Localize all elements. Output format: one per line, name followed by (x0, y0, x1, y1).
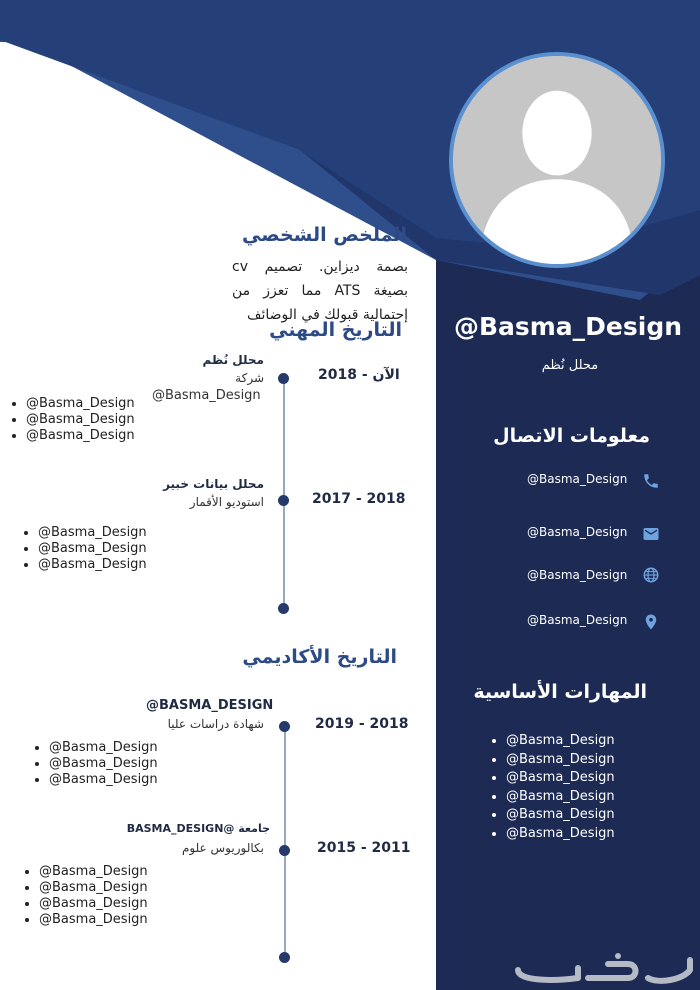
skill-item: • @Basma_Design (506, 788, 615, 807)
list-item: • @Basma_Design (39, 864, 148, 880)
person-silhouette-icon (453, 56, 661, 264)
contact-location[interactable]: @Basma_Design (527, 613, 628, 627)
list-item: • @Basma_Design (49, 740, 158, 756)
experience-bullets (22, 525, 147, 573)
list-item: • @Basma_Design (49, 772, 158, 788)
education-date: 2011 - 2015 (317, 840, 411, 856)
skills-list (490, 732, 615, 844)
timeline-dot (278, 373, 289, 384)
skill-item: • @Basma_Design (506, 751, 615, 770)
list-item: • @Basma_Design (26, 428, 135, 444)
skill-item: • @Basma_Design (506, 732, 615, 751)
list-item: • @Basma_Design (26, 412, 135, 428)
timeline-dot (279, 845, 290, 856)
contact-email[interactable]: @Basma_Design (527, 525, 628, 539)
skill-item: • @Basma_Design (506, 769, 615, 788)
experience-bullets (10, 396, 135, 444)
school-name: @BASMA_DESIGN (146, 698, 274, 713)
company-handle: @Basma_Design (152, 388, 261, 403)
list-item: • @Basma_Design (26, 396, 135, 412)
list-item: • @Basma_Design (39, 880, 148, 896)
company-name: شركة (235, 371, 264, 385)
experience-date: الآن - 2018 (318, 367, 400, 383)
profile-photo (449, 52, 665, 268)
contact-title: معلومات الاتصال (493, 425, 650, 447)
job-title: محلل نُظم (202, 353, 264, 367)
education-bullets (23, 864, 148, 928)
contact-phone[interactable]: @Basma_Design (527, 472, 628, 486)
contact-website[interactable]: @Basma_Design (527, 568, 628, 582)
phone-icon (642, 472, 660, 490)
list-item: • @Basma_Design (38, 557, 147, 573)
list-item: • @Basma_Design (38, 525, 147, 541)
education-timeline (284, 726, 286, 958)
timeline-dot (278, 603, 289, 614)
degree-name: شهادة دراسات عليا (167, 717, 264, 731)
list-item: • @Basma_Design (49, 756, 158, 772)
school-name: جامعة @BASMA_DESIGN (126, 822, 270, 835)
education-bullets (33, 740, 158, 788)
haraj-watermark-logo (508, 950, 698, 988)
job-title: محلل بيانات خبير (163, 477, 264, 491)
summary-text: بصمة ديزاين. تصميم cv بصيغة ATS مما تعزز من إحتمالية قبولك في الوضائف (232, 259, 408, 323)
timeline-dot (279, 952, 290, 963)
degree-name: بكالوريوس علوم (181, 841, 264, 855)
skill-item: • @Basma_Design (506, 825, 615, 844)
timeline-dot (279, 721, 290, 732)
education-date: 2018 - 2019 (315, 716, 409, 732)
globe-icon (642, 566, 660, 584)
skills-title: المهارات الأساسية (473, 681, 647, 703)
location-icon (642, 611, 660, 633)
education-title: التاريخ الأكاديمي (242, 646, 397, 668)
skill-item: • @Basma_Design (506, 806, 615, 825)
list-item: • @Basma_Design (39, 896, 148, 912)
summary-title: الملخص الشخصي (242, 224, 407, 246)
profile-role: محلل نُظم (541, 358, 599, 373)
experience-title: التاريخ المهني (269, 319, 402, 341)
company-name: استوديو الأقمار (189, 495, 264, 509)
experience-timeline (283, 378, 285, 609)
list-item: • @Basma_Design (39, 912, 148, 928)
timeline-dot (278, 495, 289, 506)
experience-date: 2017 - 2018 (312, 491, 406, 507)
profile-name: @Basma_Design (453, 312, 683, 341)
list-item: • @Basma_Design (38, 541, 147, 557)
right-column-panel (436, 230, 700, 990)
email-icon (642, 525, 660, 543)
